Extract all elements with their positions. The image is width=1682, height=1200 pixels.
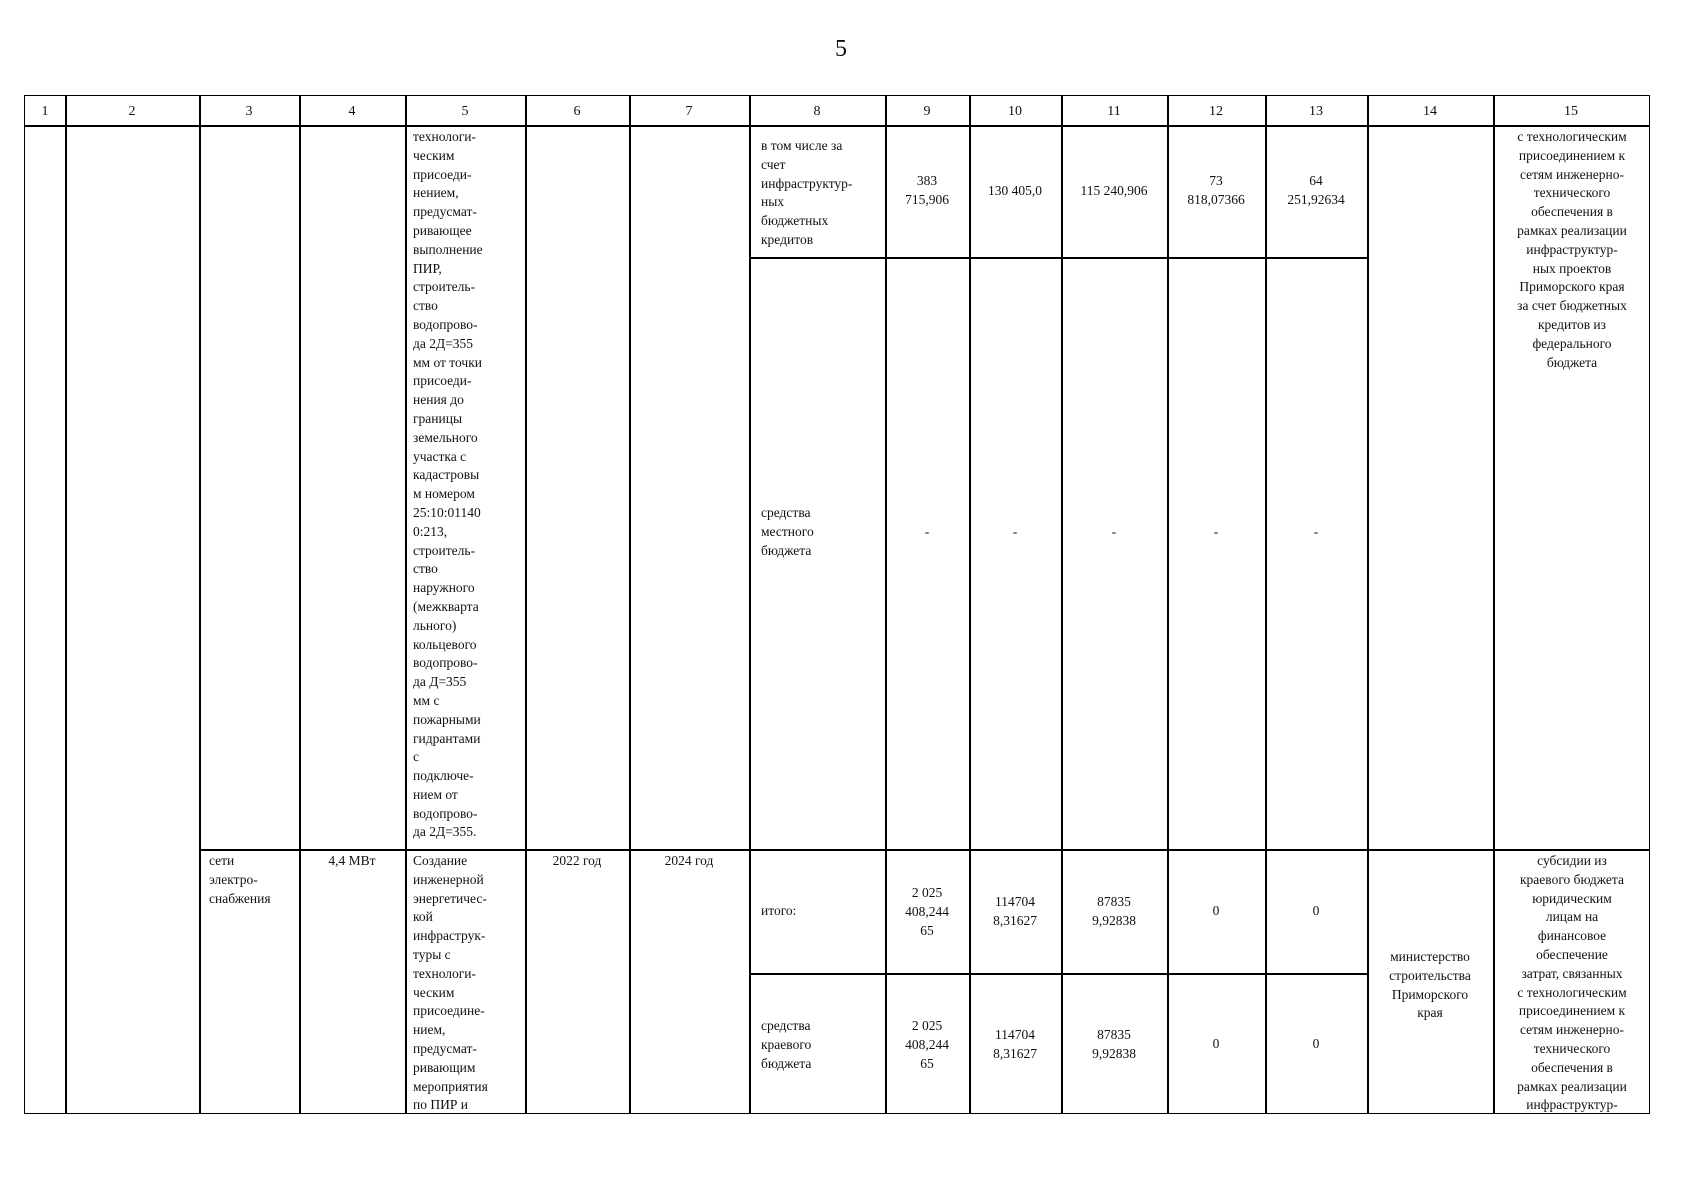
col-header-14: 14 xyxy=(1423,104,1437,119)
col-header-13: 13 xyxy=(1309,104,1323,119)
col-header-4: 4 xyxy=(348,104,356,119)
col-divider xyxy=(885,96,887,1113)
amount-cell: - xyxy=(1213,524,1219,539)
amount-cell: 0 xyxy=(1312,1036,1320,1051)
amount-cell: 2 025 408,244 65 xyxy=(905,885,949,938)
responsible-executor: министерство строительства Приморского края xyxy=(1389,949,1471,1021)
object-type: сети электро- снабжения xyxy=(209,853,271,906)
end-year: 2024 год xyxy=(664,853,714,868)
amount-cell: 0 xyxy=(1212,903,1220,918)
col-header-11: 11 xyxy=(1107,104,1121,119)
col-header-7: 7 xyxy=(685,104,693,119)
amount-cell: 130 405,0 xyxy=(988,183,1042,198)
amount-cell: 87835 9,92838 xyxy=(1092,894,1136,928)
amount-cell: 115 240,906 xyxy=(1080,183,1148,198)
col-header-1: 1 xyxy=(41,104,49,119)
header-divider xyxy=(25,125,1649,127)
col-divider xyxy=(1265,96,1267,1113)
amount-cell: 0 xyxy=(1212,1036,1220,1051)
col-header-15: 15 xyxy=(1564,104,1578,119)
col-header-8: 8 xyxy=(813,104,821,119)
block-divider xyxy=(199,849,1649,851)
col-divider xyxy=(749,96,751,1113)
capacity-value: 4,4 МВт xyxy=(328,853,376,868)
col-divider xyxy=(199,96,201,1113)
col-header-2: 2 xyxy=(128,104,136,119)
col-divider xyxy=(1061,96,1063,1113)
col-divider xyxy=(405,96,407,1113)
amount-cell: 114704 8,31627 xyxy=(993,894,1037,928)
col-divider xyxy=(525,96,527,1113)
object-description: Создание инженерной энергетичес- кой инфраструк- туры с технологи- ческим присоедине- нием, предусмат- ривающим мероприятия по ПИР и xyxy=(413,853,488,1113)
measure-description: с технологическим присоединением к сетям инженерно- технического обеспечения в рамках реализации инфраструктур- ных проектов Приморского края за счет бюджетных кредитов из федерального бюджета xyxy=(1517,129,1627,370)
amount-cell: 64 251,92634 xyxy=(1287,173,1345,207)
col-header-5: 5 xyxy=(461,104,469,119)
funding-source-label: средства краевого бюджета xyxy=(761,1018,812,1071)
amount-cell: 73 818,07366 xyxy=(1187,173,1245,207)
amount-cell: 87835 9,92838 xyxy=(1092,1027,1136,1061)
col-header-3: 3 xyxy=(245,104,253,119)
col-divider xyxy=(299,96,301,1113)
col-header-6: 6 xyxy=(573,104,581,119)
funding-source-label: итого: xyxy=(761,903,797,918)
col-divider xyxy=(1167,96,1169,1113)
col-header-9: 9 xyxy=(923,104,931,119)
funding-source-label: в том числе за счет инфраструктур- ных бюджетных кредитов xyxy=(761,138,853,247)
page-number: 5 xyxy=(835,36,847,62)
col-divider xyxy=(969,96,971,1113)
col-divider xyxy=(629,96,631,1113)
start-year: 2022 год xyxy=(552,853,602,868)
amount-cell: - xyxy=(924,524,930,539)
row-divider xyxy=(749,257,1367,259)
amount-cell: 383 715,906 xyxy=(905,173,949,207)
object-description: технологи- ческим присоеди- нением, предусмат- ривающее выполнение ПИР, строитель- ство водопрово- да 2Д=355 мм от точки присоеди- нения до границы земельного участка с кадастровы м номером 25:10:01140 0:213, строитель- ство наружного (межкварта льного) кольцевого водопрово- да Д=355 мм с пожарными гидрантами с подключе- нием от водопрово- да 2Д=355. xyxy=(413,129,483,840)
col-divider xyxy=(65,96,67,1113)
col-header-12: 12 xyxy=(1209,104,1223,119)
row-divider xyxy=(749,973,1367,975)
amount-cell: 2 025 408,244 65 xyxy=(905,1018,949,1071)
amount-cell: - xyxy=(1012,524,1018,539)
funding-source-label: средства местного бюджета xyxy=(761,505,814,558)
amount-cell: - xyxy=(1313,524,1319,539)
amount-cell: 0 xyxy=(1312,903,1320,918)
col-header-10: 10 xyxy=(1008,104,1022,119)
amount-cell: - xyxy=(1111,524,1117,539)
financing-table xyxy=(24,95,1650,1114)
amount-cell: 114704 8,31627 xyxy=(993,1027,1037,1061)
measure-description: субсидии из краевого бюджета юридическим лицам на финансовое обеспечение затрат, связанных с технологическим присоединением к сетям инженерно- технического обеспечения в рамках реализации инфраструктур- xyxy=(1517,853,1627,1113)
